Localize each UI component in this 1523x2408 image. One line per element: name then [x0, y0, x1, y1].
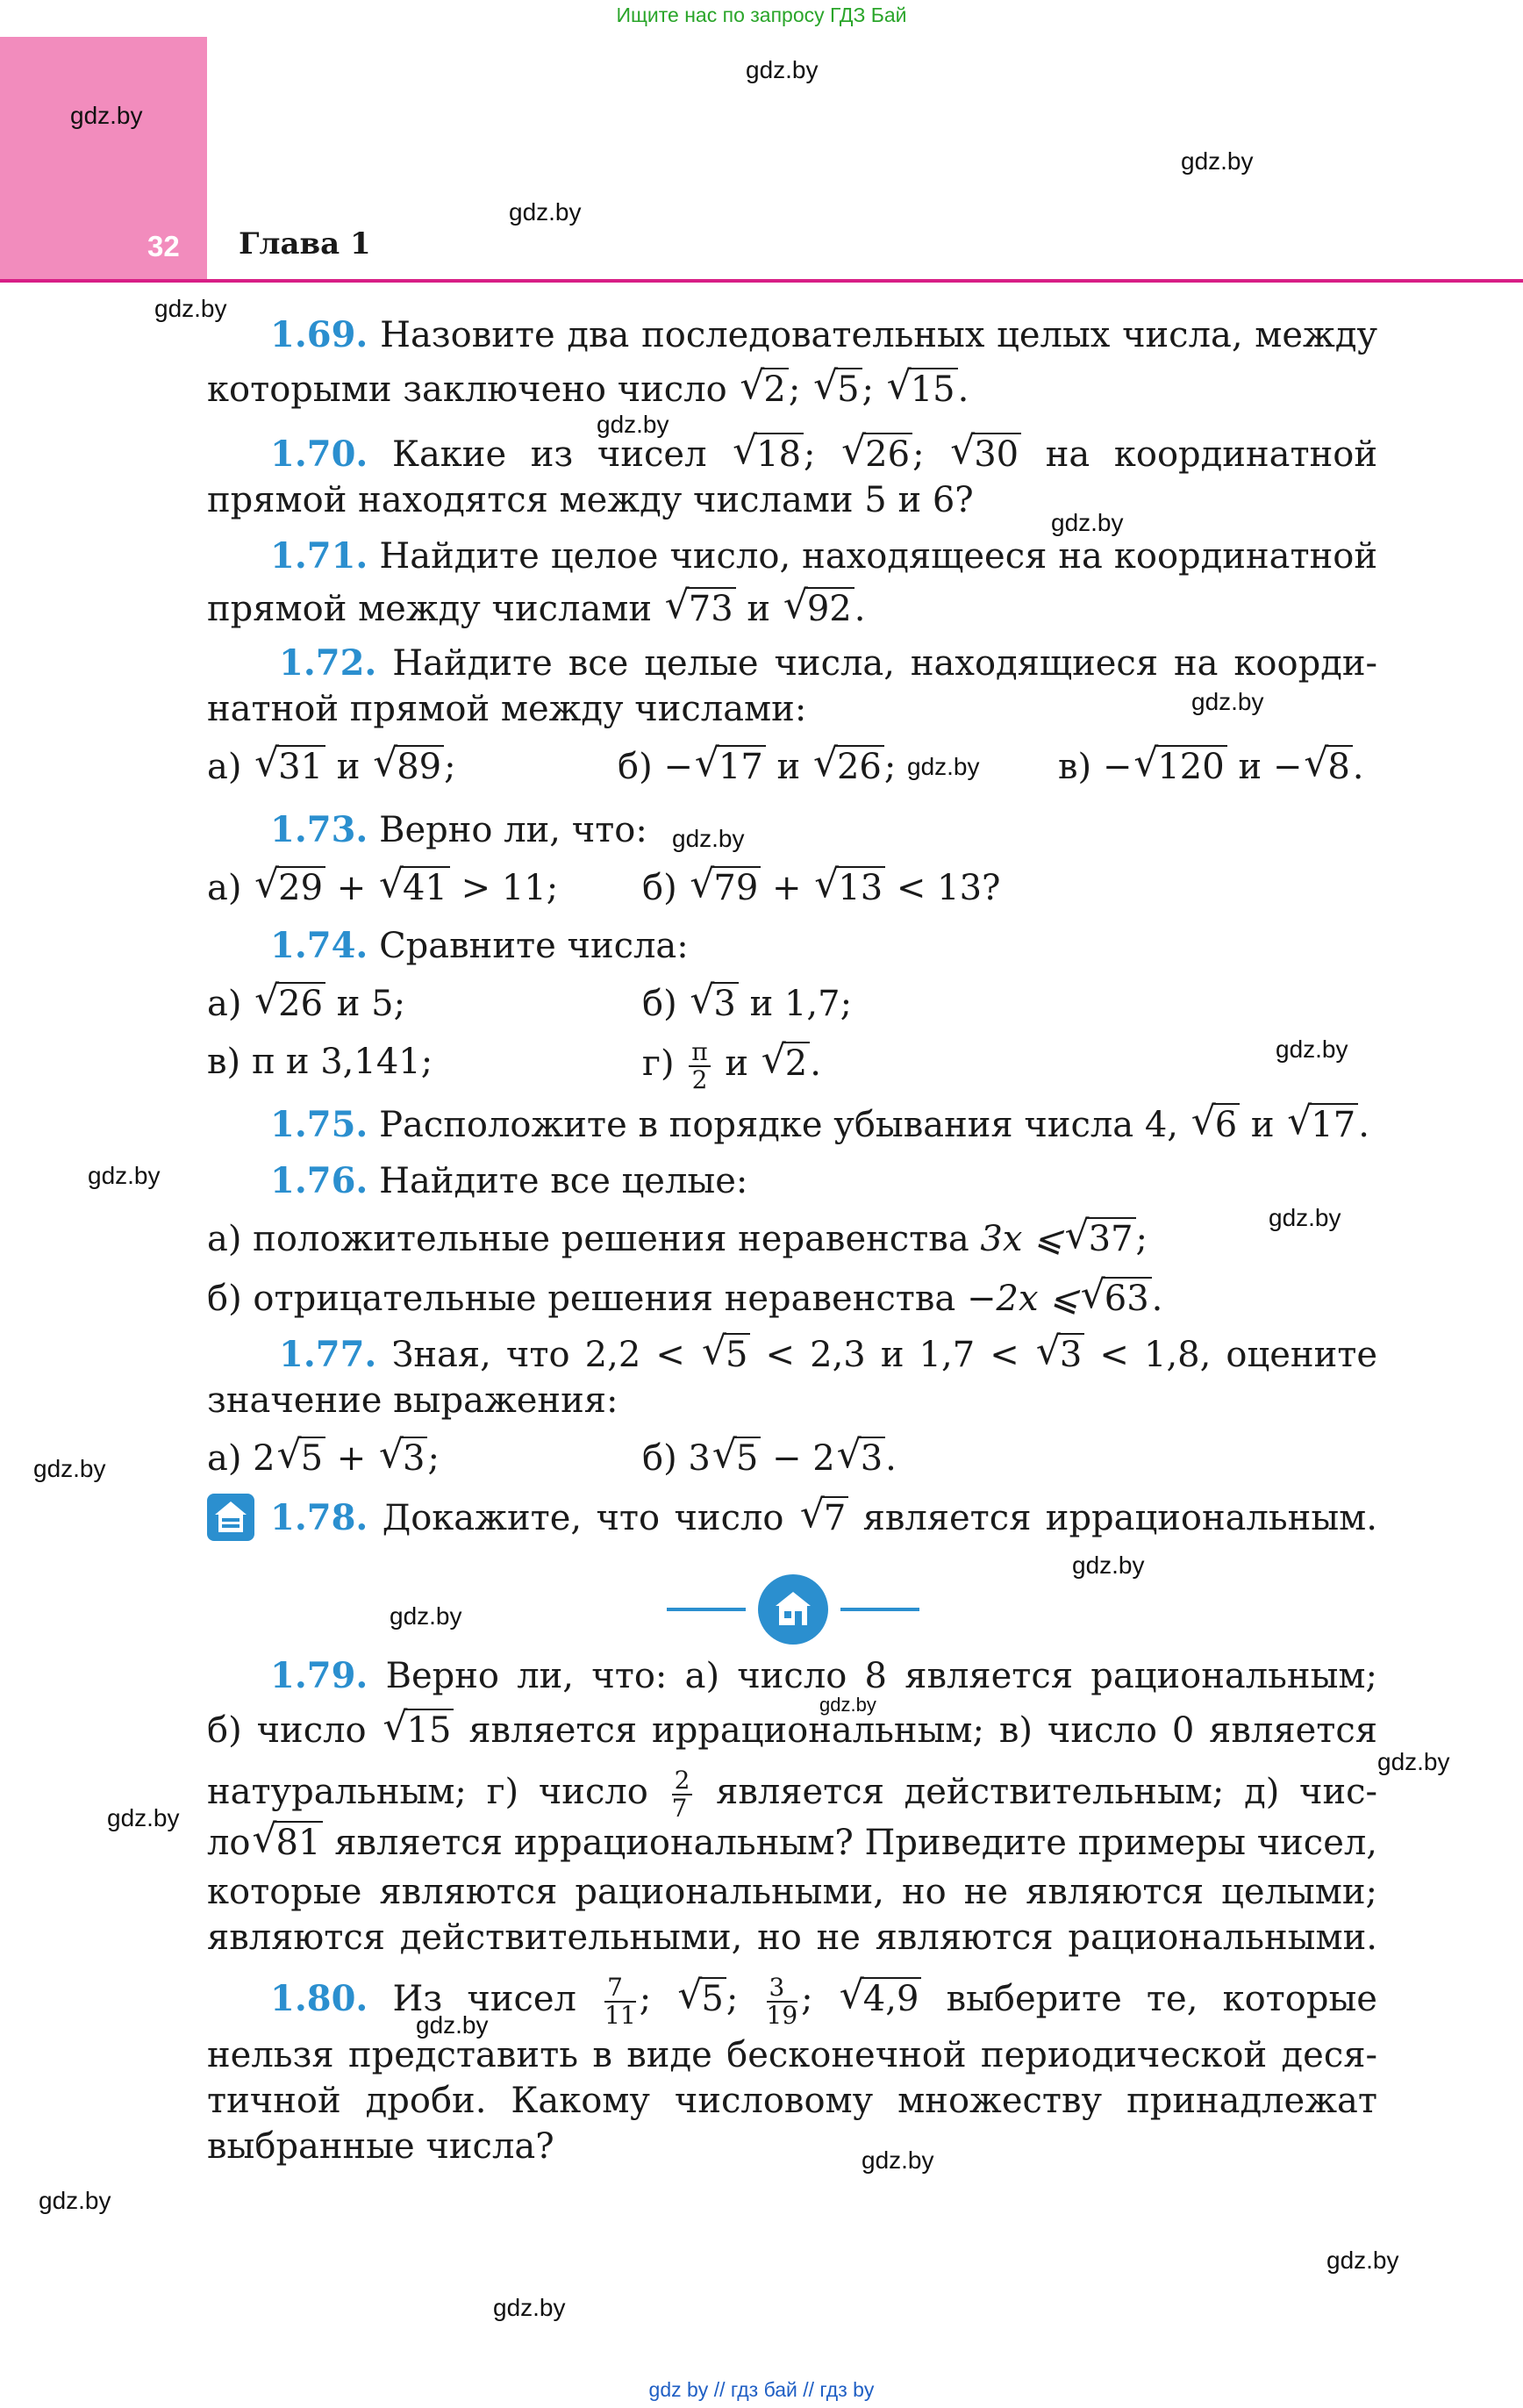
- watermark: gdz.by: [907, 753, 980, 780]
- watermark: gdz.by: [1269, 1204, 1341, 1231]
- problem-1-74-line-1: 1.74. Сравните числа:: [270, 925, 689, 966]
- item-b: б) √ 79 + √ 13 < 13?: [642, 865, 1000, 911]
- watermark: gdz.by: [493, 2294, 566, 2321]
- problem-1-79-line-5: которые являются рациональными, но не являются целыми;: [207, 1872, 1377, 1912]
- item-d: г) $\frac{\pi}{2}$ и √ 2.: [642, 1039, 821, 1093]
- item-b: б) −√ 17 и √ 26;: [618, 744, 896, 790]
- watermark: gdz.by: [1276, 1036, 1348, 1063]
- problem-1-79-line-6: являются действительными, но не являются рациональными.: [207, 1917, 1377, 1958]
- watermark: gdz.by: [154, 295, 227, 322]
- problem-1-79-line-3: натуральным; г) число $\frac{2}{7}$ является действительным; д) чис-: [207, 1766, 1378, 1823]
- problem-1-78: 1.78. Докажите, что число √ 7 является иррациональным.: [207, 1495, 1377, 1541]
- home-icon: [758, 1574, 828, 1645]
- item-b: б) 3√ 5 − 2√ 3.: [642, 1436, 897, 1481]
- problem-1-69-line-2: которыми заключено число √ 2; √ 5; √ 15.: [207, 367, 1377, 412]
- problem-1-76-line-1: 1.76. Найдите все целые:: [270, 1160, 748, 1201]
- problem-1-71-line-2: прямой между числами √ 73 и √ 92.: [207, 586, 1377, 632]
- problem-1-73-line-1: 1.73. Верно ли, что:: [270, 809, 647, 850]
- item-b: б) √ 3 и 1,7;: [642, 981, 852, 1027]
- item-c: в) π и 3,141;: [207, 1042, 433, 1082]
- bottom-note: gdz by // гдз бай // гдз by: [648, 2378, 875, 2401]
- item-c: в) −√ 120 и −√ 8.: [1058, 744, 1364, 790]
- watermark: gdz.by: [1181, 147, 1254, 175]
- divider-line-right: [840, 1608, 919, 1611]
- page-number: 32: [147, 230, 180, 262]
- problem-1-76-item-a: а) положительные решения неравенства 3x ⩽√ 37;: [207, 1216, 1377, 1262]
- item-a: а) √ 26 и 5;: [207, 981, 405, 1027]
- problem-1-72-line-2: натной прямой между числами:: [207, 689, 807, 729]
- problem-1-69-line-1: 1.69. Назовите два последовательных целых числа, между: [270, 314, 1378, 355]
- watermark: gdz.by: [88, 1162, 161, 1189]
- watermark: gdz.by: [746, 56, 819, 83]
- problem-1-71-line-1: 1.71. Найдите целое число, находящееся на координатной: [270, 535, 1377, 577]
- watermark: gdz.by: [390, 1602, 462, 1630]
- watermark: gdz.by: [1377, 1748, 1450, 1775]
- item-a: а) 2√ 5 + √ 3;: [207, 1436, 440, 1481]
- problem-1-77-line-1: 1.77. Зная, что 2,2 < √ 5 < 2,3 и 1,7 < √ 3 < 1,8, оцените: [207, 1332, 1377, 1378]
- problem-1-70-line-2: прямой находятся между числами 5 и 6?: [207, 480, 974, 520]
- watermark: gdz.by: [107, 1804, 180, 1831]
- watermark: gdz.by: [819, 1694, 876, 1716]
- watermark: gdz.by: [70, 102, 143, 129]
- problem-1-79-line-4: ло√ 81 является иррациональным? Приведите примеры чисел,: [207, 1820, 1377, 1866]
- problem-1-72-line-1: 1.72. Найдите все целые числа, находящиеся на коорди-: [279, 642, 1378, 684]
- watermark: gdz.by: [39, 2187, 111, 2214]
- top-note: Ищите нас по запросу ГДЗ Бай: [616, 4, 907, 26]
- item-a: а) √ 31 и √ 89;: [207, 744, 456, 790]
- divider-line-left: [667, 1608, 746, 1611]
- header-rule: [0, 279, 1523, 283]
- watermark: gdz.by: [1051, 509, 1124, 536]
- problem-1-70-line-1: 1.70. Какие из чисел √ 18; √ 26; √ 30 на координатной: [207, 432, 1377, 477]
- item-a: а) √ 29 + √ 41 > 11;: [207, 865, 558, 911]
- problem-1-76-item-b: б) отрицательные решения неравенства −2x ⩽√ 63.: [207, 1276, 1377, 1322]
- problem-1-75: 1.75. Расположите в порядке убывания числа 4, √ 6 и √ 17.: [207, 1102, 1377, 1148]
- problem-1-77-line-2: значение выражения:: [207, 1380, 618, 1421]
- watermark: gdz.by: [672, 825, 745, 852]
- problem-1-79-line-2: б) число √ 15 является иррациональным; в) число 0 является: [207, 1708, 1377, 1753]
- problem-1-79-line-1: 1.79. Верно ли, что: а) число 8 является рациональным;: [270, 1655, 1377, 1696]
- problem-1-80-line-1: 1.80. Из чисел $\frac{7}{11}$ ; √ 5; $\frac{3}{19}$ ; √ 4,9 выберите те, которые: [207, 1974, 1377, 2029]
- watermark: gdz.by: [416, 2011, 489, 2039]
- watermark: gdz.by: [1326, 2247, 1399, 2274]
- watermark: gdz.by: [862, 2146, 934, 2174]
- problem-1-80-line-4: выбранные числа?: [207, 2126, 554, 2167]
- watermark: gdz.by: [1191, 688, 1264, 715]
- watermark: gdz.by: [509, 198, 582, 226]
- problem-number: 1.69.: [270, 314, 368, 355]
- chapter-title: Глава 1: [239, 226, 371, 262]
- watermark: gdz.by: [597, 411, 669, 438]
- watermark: gdz.by: [33, 1455, 106, 1482]
- watermark: gdz.by: [1072, 1552, 1145, 1579]
- problem-1-80-line-2: нельзя представить в виде бесконечной периодической деся-: [207, 2035, 1377, 2075]
- problem-1-80-line-3: тичной дроби. Какому числовому множеству принадлежат: [207, 2081, 1377, 2121]
